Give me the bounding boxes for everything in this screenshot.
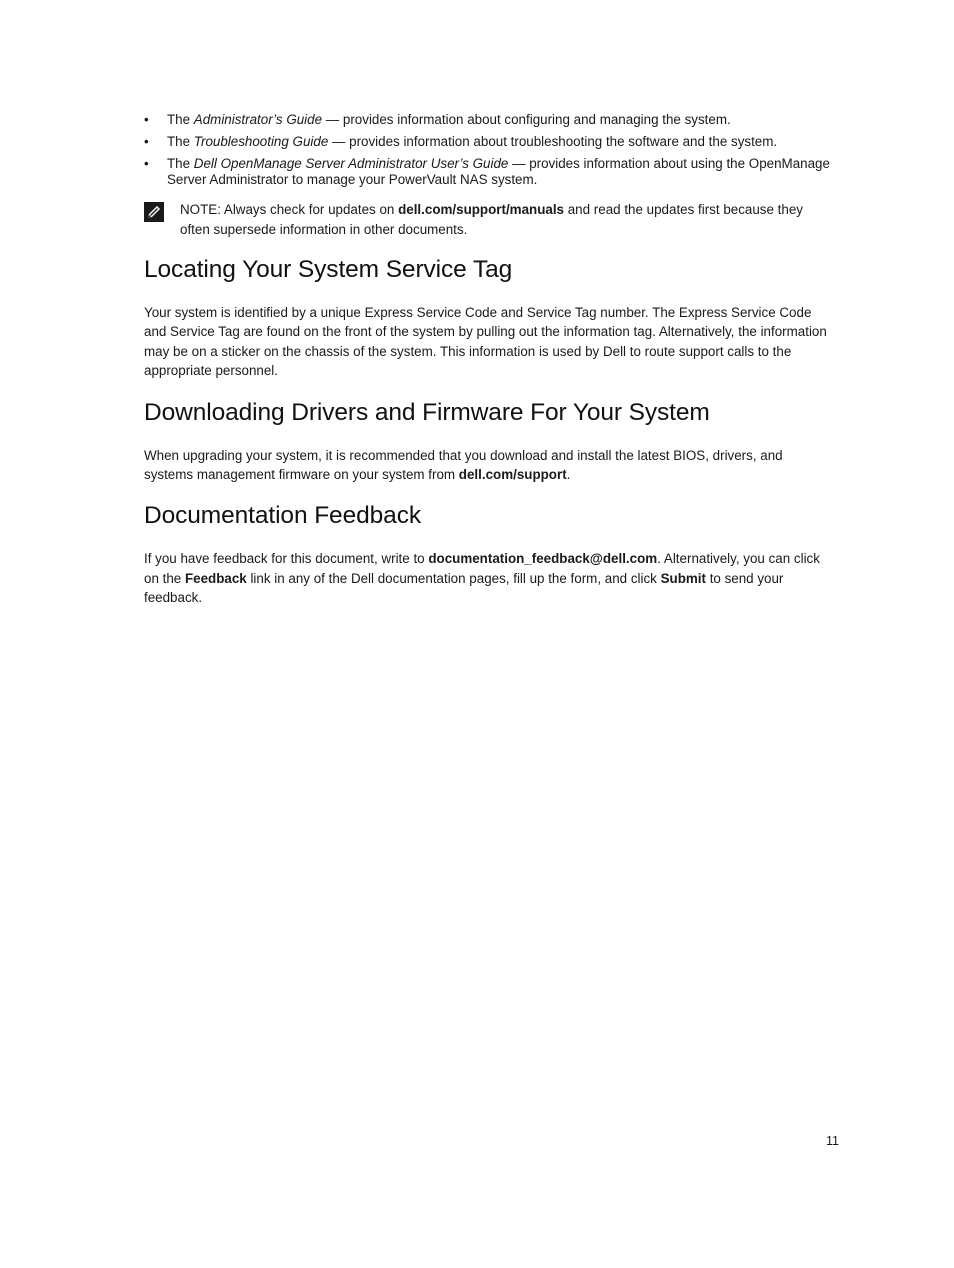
feedback-text: to send your feedback. — [144, 570, 784, 606]
list-item — [144, 112, 832, 128]
guide-title: Troubleshooting Guide — [193, 134, 329, 149]
bullet: • — [144, 134, 149, 149]
manuals-link[interactable]: dell.com/support/manuals — [398, 202, 565, 217]
feedback-text: If you have feedback for this document, write to — [144, 551, 429, 567]
note-text: Always check for updates on — [220, 202, 399, 217]
feedback-text: link in any of the Dell documentation pages, fill up the form, and click — [246, 570, 661, 586]
list-item-text: — provides information about using the OpenManage Server Administrator to manage your PowerVault NAS system. — [167, 156, 830, 187]
guide-title: Administrator’s Guide — [193, 112, 323, 127]
feedback-body — [144, 549, 832, 607]
feedback-text: . Alternatively, you can click on the — [144, 551, 820, 586]
service-tag-heading: Locating Your System Service Tag — [144, 256, 513, 283]
guide-title: Dell OpenManage Server Administrator User’s Guide — [193, 156, 509, 171]
document-page — [144, 112, 832, 608]
page-number: 11 — [826, 1134, 839, 1148]
note-text: and read the updates first because they often supersede information in other documents. — [180, 202, 803, 237]
list-item — [144, 156, 832, 188]
drivers-text: . — [566, 467, 571, 483]
bullet: • — [144, 112, 149, 127]
list-item-text: The — [167, 134, 194, 149]
feedback-link: Feedback — [184, 570, 247, 586]
list-item-text: The — [167, 156, 194, 171]
list-item-text: — provides information about configuring and managing the system. — [322, 112, 731, 127]
list-item — [144, 134, 832, 150]
drivers-body — [144, 446, 832, 485]
feedback-email-link[interactable]: documentation_feedback@dell.com — [428, 551, 658, 567]
submit-label: Submit — [660, 570, 706, 586]
guide-list — [144, 112, 832, 188]
note-label: NOTE: — [180, 202, 221, 217]
drivers-text: When upgrading your system, it is recommended that you download and install the latest BIOS, drivers, and systems management firmware on your system from — [144, 447, 783, 483]
note-box — [144, 200, 832, 240]
note-pencil-icon — [144, 202, 164, 222]
list-item-text: — provides information about troubleshooting the software and the system. — [328, 134, 778, 149]
feedback-heading: Documentation Feedback — [144, 502, 421, 530]
service-tag-body: Your system is identified by a unique Express Service Code and Service Tag number. The Express Service Code and Service Tag are found on the front of the system by pulling out the information tag. Alternatively, the information may be on a sticker on the chassis of the system. This information is used by Dell to route support calls to the appropriate personnel. — [144, 305, 827, 379]
support-link[interactable]: dell.com/support — [458, 467, 567, 483]
bullet: • — [144, 156, 149, 171]
drivers-heading: Downloading Drivers and Firmware For Your System — [144, 398, 710, 426]
list-item-text: The — [167, 112, 194, 127]
